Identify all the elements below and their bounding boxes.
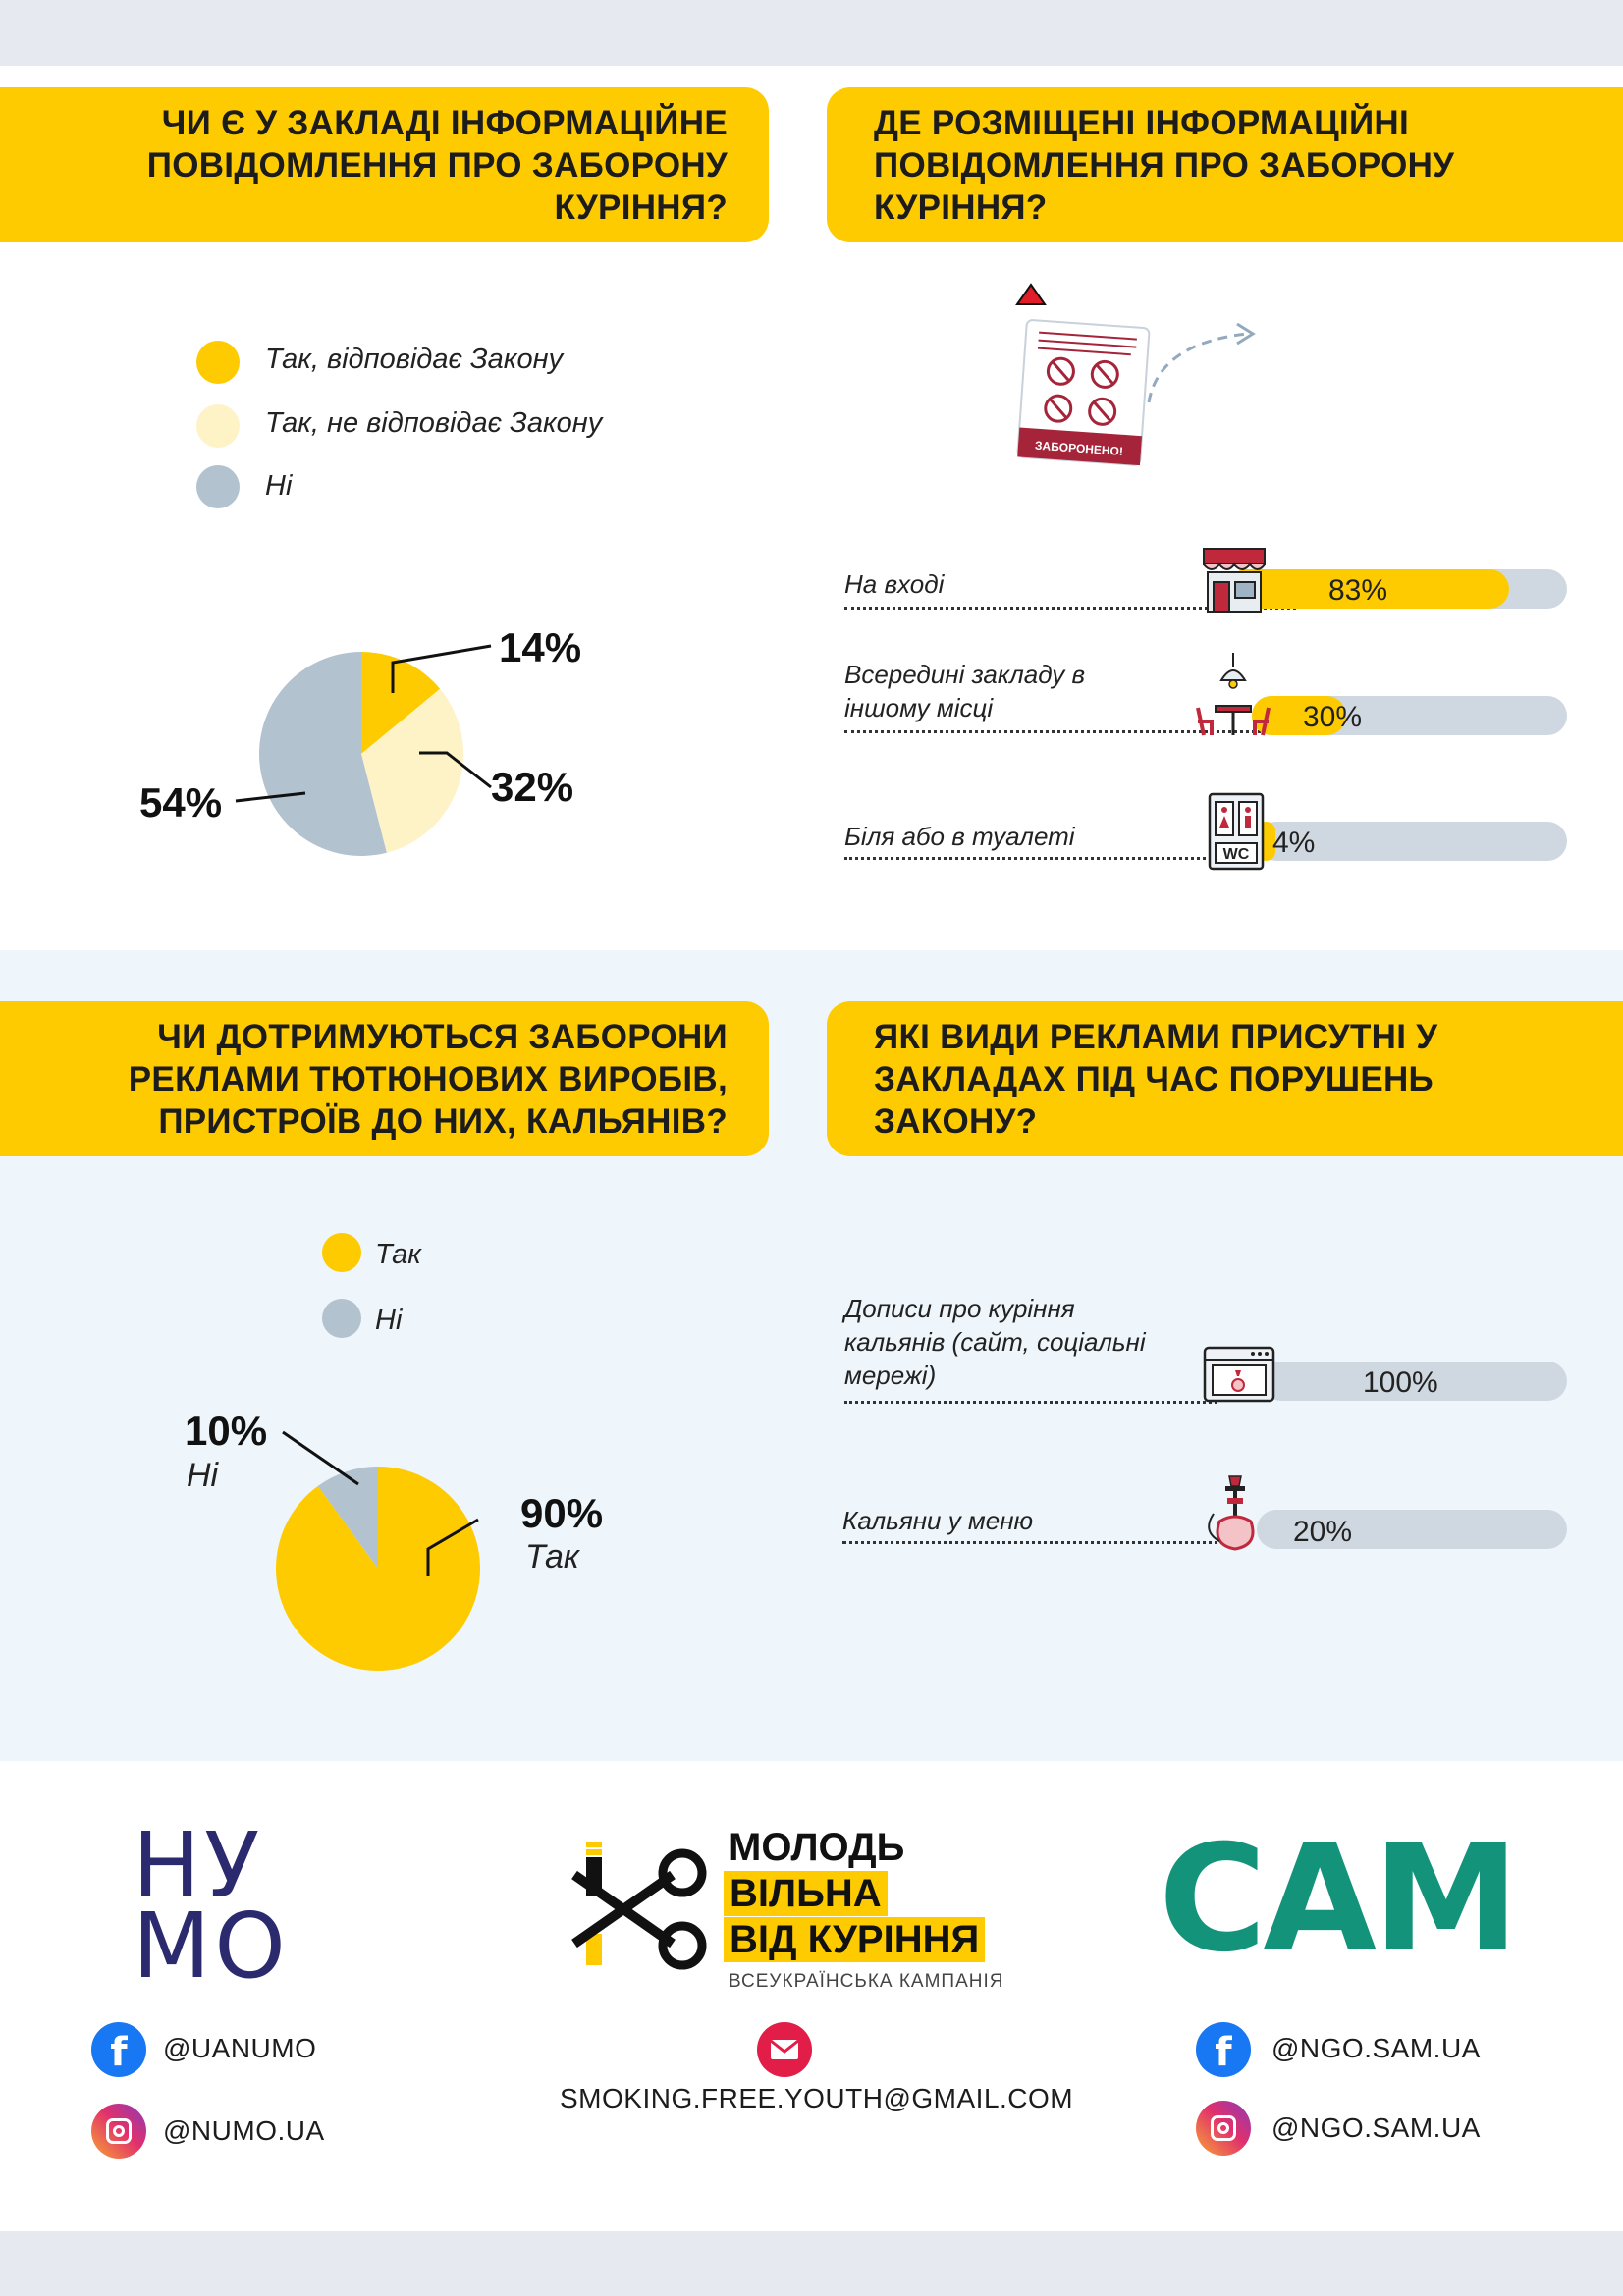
legend-yes: Так	[375, 1239, 421, 1270]
q2-value-toilet: 4%	[1272, 827, 1316, 859]
pie2-sub-yes: Так	[525, 1538, 579, 1575]
browser-hookah-icon	[1202, 1345, 1276, 1404]
q2-value-entrance: 83%	[1328, 574, 1388, 607]
sam-logo: САМ	[1159, 1814, 1516, 1985]
sign-text: ЗАБОРОНЕНО!	[1034, 438, 1124, 458]
pie1-label-14: 14%	[499, 624, 582, 670]
pie-chart-1	[0, 609, 687, 903]
no-smoking-sign-icon	[1017, 320, 1149, 465]
pie2-sub-no: Ні	[187, 1457, 219, 1494]
q2-track-inside	[1252, 696, 1567, 735]
facebook-icon[interactable]: f	[1196, 2022, 1251, 2077]
campaign-scissors-logo-icon	[565, 1836, 712, 1973]
pie1-label-54: 54%	[139, 779, 223, 826]
top-band	[0, 0, 1623, 66]
q2-label-entrance: На вході	[844, 569, 945, 599]
legend-no-2: Ні	[375, 1305, 403, 1336]
q4-value-posts: 100%	[1363, 1366, 1438, 1399]
legend-dot-no-2	[322, 1299, 361, 1338]
legend-yes-noncompliant: Так, не відповідає Закону	[265, 407, 603, 439]
numo-instagram-handle[interactable]: @NUMO.UA	[163, 2115, 325, 2146]
q4-label-menu: Кальяни у меню	[842, 1506, 1034, 1535]
q4-title: ЯКІ ВИДИ РЕКЛАМИ ПРИСУТНІ У ЗАКЛАДАХ ПІД ЧАС ПОРУШЕНЬ ЗАКОНУ?	[874, 1017, 1438, 1141]
q4-label-posts: Дописи про куріння кальянів (сайт, соціальні мережі)	[844, 1294, 1146, 1390]
campaign-line-2: ВІЛЬНА	[724, 1871, 888, 1916]
instagram-icon[interactable]	[1196, 2101, 1251, 2156]
q2-track-entrance	[1227, 569, 1567, 609]
q3-header	[0, 1001, 769, 1156]
hookah-icon	[1200, 1472, 1271, 1553]
cafe-table-icon	[1192, 651, 1274, 739]
q3-title: ЧИ ДОТРИМУЮТЬСЯ ЗАБОРОНИ РЕКЛАМИ ТЮТЮНОВИХ ВИРОБІВ, ПРИСТРОЇВ ДО НИХ, КАЛЬЯНІВ?	[128, 1017, 728, 1141]
mail-icon[interactable]	[757, 2022, 812, 2077]
sam-facebook-handle[interactable]: @NGO.SAM.UA	[1271, 2033, 1481, 2063]
q2-title: ДЕ РОЗМІЩЕНІ ІНФОРМАЦІЙНІ ПОВІДОМЛЕННЯ ПРО ЗАБОРОНУ КУРІННЯ?	[874, 103, 1455, 227]
legend-dot-no	[196, 465, 240, 508]
email-address[interactable]: SMOKING.FREE.YOUTH@GMAIL.COM	[560, 2083, 1074, 2113]
pie2-label-10: 10%	[185, 1408, 268, 1454]
numo-facebook-handle[interactable]: @UANUMO	[163, 2033, 317, 2063]
q2-dots-toilet	[844, 857, 1217, 860]
campaign-subtitle: ВСЕУКРАЇНСЬКА КАМПАНІЯ	[729, 1971, 1004, 1992]
leader-10	[283, 1432, 358, 1484]
pie2-label-90: 90%	[520, 1490, 604, 1536]
q2-label-inside: Всередині закладу в іншому місці	[844, 660, 1086, 722]
wc-icon	[1206, 790, 1267, 873]
sam-instagram-handle[interactable]: @NGO.SAM.UA	[1271, 2112, 1481, 2143]
alert-icon	[1017, 285, 1045, 304]
q4-header	[827, 1001, 1623, 1156]
arrow-line	[1149, 334, 1247, 402]
q2-label-toilet: Біля або в туалеті	[844, 822, 1075, 851]
q1-header	[0, 87, 769, 242]
campaign-line-1: МОЛОДЬ	[729, 1826, 905, 1869]
q2-header	[827, 87, 1623, 242]
legend-dot-yes	[322, 1233, 361, 1272]
numo-logo-text: НУ МО	[133, 1813, 290, 1999]
q1-title: ЧИ Є У ЗАКЛАДІ ІНФОРМАЦІЙНЕ ПОВІДОМЛЕННЯ ПРО ЗАБОРОНУ КУРІННЯ?	[146, 103, 728, 227]
campaign-line-3: ВІД КУРІННЯ	[724, 1917, 985, 1962]
bottom-band	[0, 2231, 1623, 2296]
store-icon	[1200, 545, 1269, 615]
numo-logo	[133, 1813, 309, 1999]
legend-yes-compliant: Так, відповідає Закону	[265, 344, 564, 375]
sign-to-qr-illustration	[1001, 275, 1414, 471]
wc-text-icon: WC	[1222, 846, 1250, 863]
q4-value-menu: 20%	[1293, 1516, 1353, 1548]
facebook-icon[interactable]: f	[91, 2022, 146, 2077]
q2-value-inside: 30%	[1303, 701, 1363, 733]
pie1-label-32: 32%	[491, 764, 574, 810]
legend-dot-yes-compliant	[196, 341, 240, 384]
legend-dot-yes-noncompliant	[196, 404, 240, 448]
q4-dots-menu	[842, 1541, 1225, 1544]
instagram-icon[interactable]	[91, 2104, 146, 2159]
legend-no: Ні	[265, 470, 293, 502]
pie2-slices	[276, 1467, 480, 1671]
q4-dots-posts	[844, 1401, 1217, 1404]
